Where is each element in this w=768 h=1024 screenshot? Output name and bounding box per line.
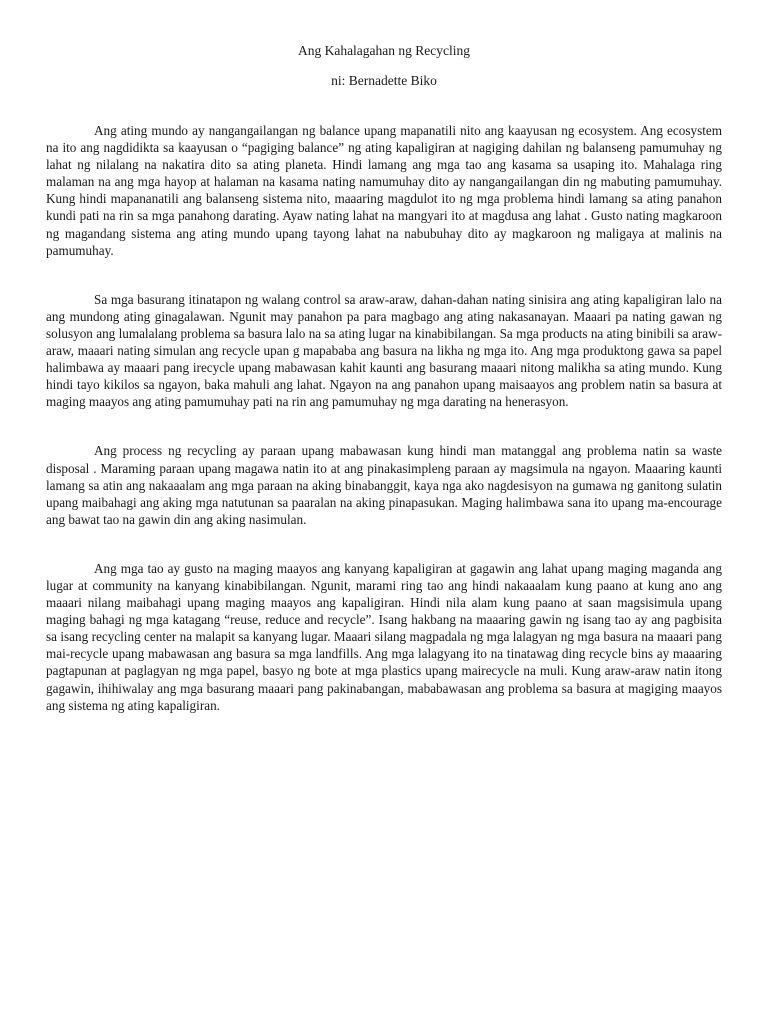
document-body	[46, 122, 722, 714]
paragraph-3: Ang process ng recycling ay paraan upang mabawasan kung hindi man matanggal ang problema natin sa waste disposal . Maraming paraan upang magawa natin ito at ang pinakasimpleng paraan ay magsimula na ngayon. Maaaring kaunti lamang sa atin ang nakaaalam ang mga paraan na aking binabanggit, kaya nga ako nagdesisyon na gumawa ng ganitong sulatin upang maibahagi ang aking mga natutunan sa paaralan na aking pinapasukan. Maging halimbawa sana ito upang ma-encourage ang bawat tao na gawin din ang aking nasimulan.	[46, 443, 722, 527]
paragraph-2: Sa mga basurang itinatapon ng walang control sa araw-araw, dahan-dahan nating sinisira ang ating kapaligiran lalo na ang mundong ating ginagalawan. Ngunit may panahon pa para magbago ang ating nakasanayan. Maaari pa nating gawan ng solusyon ang lumalalang problema sa basura lalo na sa ating lugar na kinabibilangan. Sa mga products na ating binibili sa araw-araw, maaari nating simulan ang recycle upan g mapababa ang basura na likha ng mga ito. Ang mga produktong gawa sa papel halimbawa ay maaari pang irecycle upang mabawasan kahit kaunti ang basurang maaari nitong malikha sa ating mundo. Kung hindi tayo kikilos sa ngayon, baka mahuli ang lahat. Ngayon na ang panahon upang maisaayos ang problem natin sa basura at maging maayos ang ating pamumuhay pati na rin ang pamumuhay ng mga darating na henerasyon.	[46, 291, 722, 410]
paragraph-1: Ang ating mundo ay nangangailangan ng balance upang mapanatili nito ang kaayusan ng ecosystem. Ang ecosystem na ito ang nagdidikta sa kaayusan o “pagiging balance” ng ating kapaligiran at nagiging dahilan ng balanseng pamumuhay ng lahat ng nilalang na nakatira dito sa ating planeta. Hindi lamang ang mga tao ang kasama sa usaping ito. Mahalaga ring malaman na ang mga hayop at halaman na kasama nating namumuhay dito ay nangangailangan din ng mabuting pamumuhay. Kung hindi mapananatili ang balanseng sistema nito, maaaring magdulot ito ng mga problema hindi lamang sa ating panahon kundi pati na rin sa mga panahong darating. Ayaw nating lahat na mangyari ito at magdusa ang lahat . Gusto nating magkaroon ng magandang sistema ang ating mundo upang tayong lahat na nabubuhay dito ay magkaroon ng maligaya at malinis na pamumuhay.	[46, 123, 722, 258]
document-title: Ang Kahalagahan ng Recycling	[297, 43, 471, 58]
document-author: ni: Bernadette Biko	[331, 73, 437, 88]
paragraph-4: Ang mga tao ay gusto na maging maayos ang kanyang kapaligiran at gagawin ang lahat upang maging maganda ang lugar at community na kanyang kinabibilangan. Ngunit, marami ring tao ang hindi nakaaalam kung paano at kung ano ang maaari nilang maibahagi upang maging maayos ang kapaligiran. Hindi nila alam kung paano at saan magsisimula upang maging bahagi ng mga katagang “reuse, reduce and recycle”. Isang hakbang na maaaring gawin ng isang tao ay ang pagbisita sa isang recycling center na malapit sa kanyang lugar. Maaari silang magpadala ng mga lalagyan ng mga basura na maaari pang mai-recycle upang mabawasan ang basura sa mga landfills. Ang mga lalagyang ito na tinatawag ding recycle bins ay maaaring pagtapunan at paglagyan ng mga papel, basyo ng bote at mga plastics upang mairecycle na muli. Kung araw-araw natin itong gagawin, ihihiwalay ang mga basurang maaari pang pakinabangan, mababawasan ang problema sa basura at magiging maayos ang sistema ng ating kapaligiran.	[46, 560, 722, 713]
